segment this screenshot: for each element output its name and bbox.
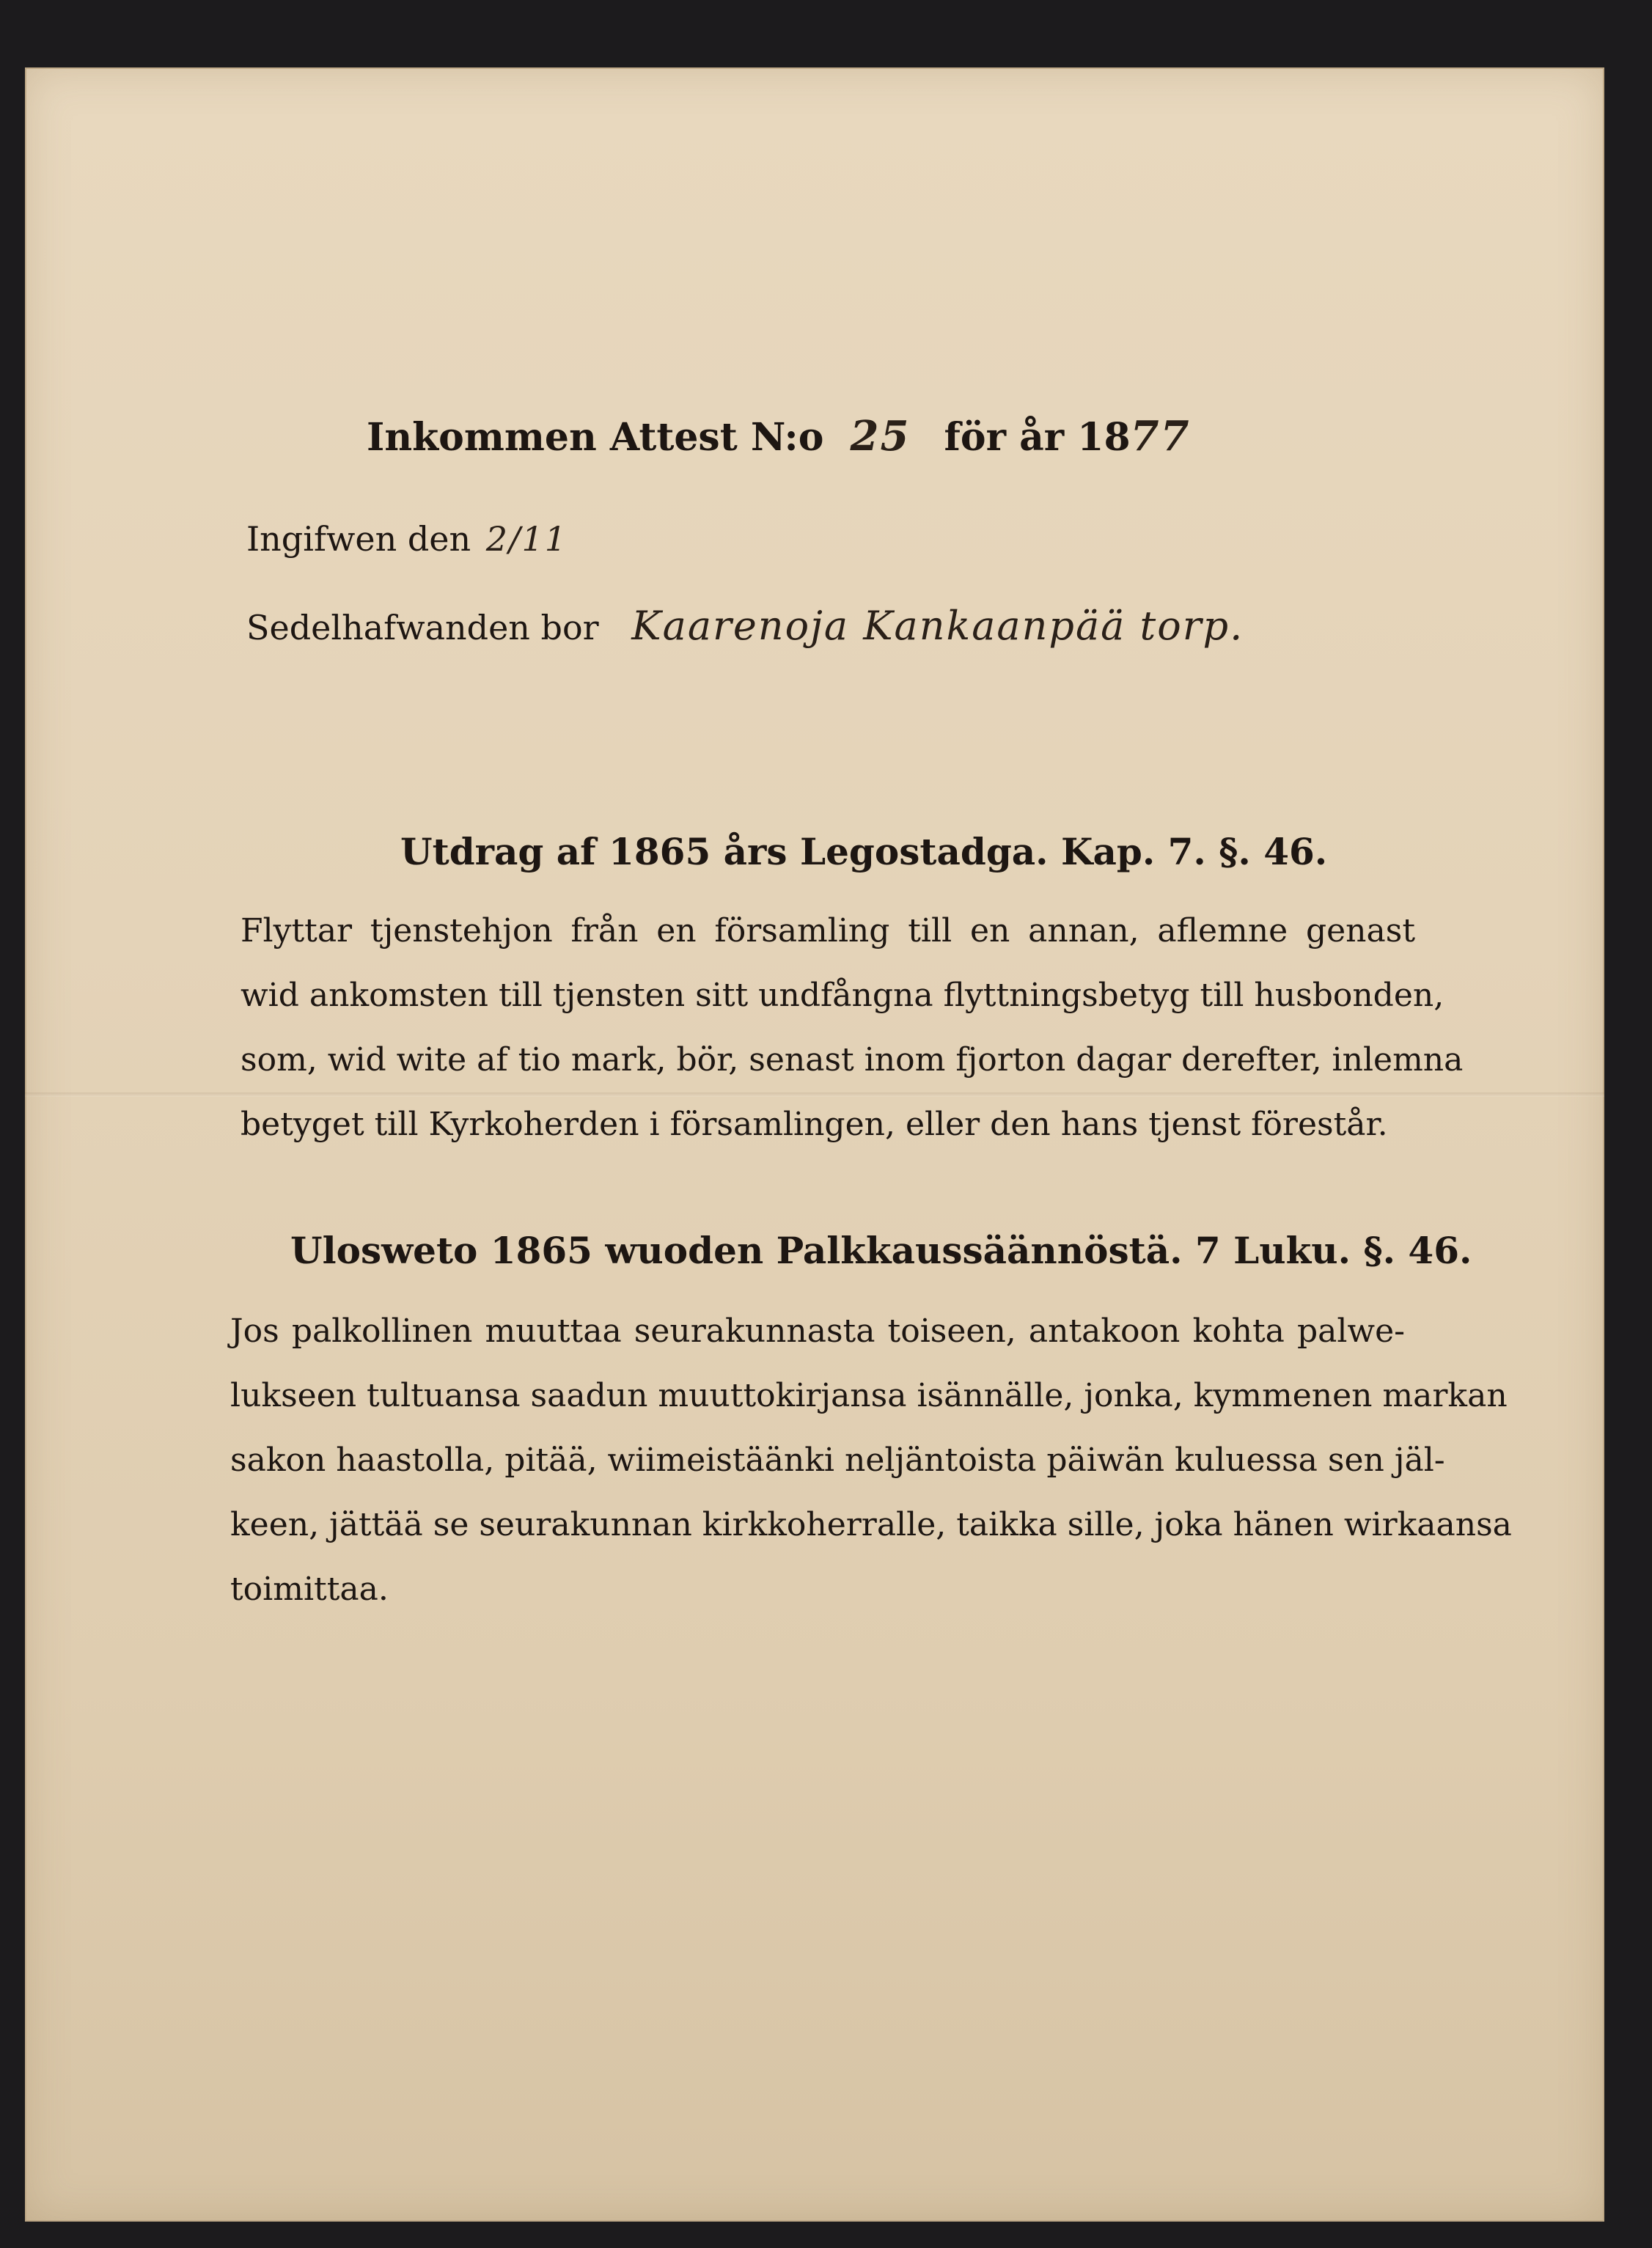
- finnish-line: sakon haastolla, pitää, wiimeistäänki neljäntoista päiwän kuluessa sen jäl-: [230, 1441, 1445, 1479]
- sedel-residence: Kaarenoja Kankaanpää torp.: [631, 603, 1244, 649]
- sedel-row: [246, 603, 1244, 649]
- swedish-line: som, wid wite af tio mark, bör, senast inom fjorton dagar derefter, inlemna: [241, 1041, 1464, 1079]
- finnish-line: keen, jättää se seurakunnan kirkkoherralle, taikka sille, joka hänen wirkaansa: [230, 1506, 1512, 1543]
- attest-number: 25: [850, 412, 911, 460]
- title-prefix: Inkommen Attest N:o: [367, 415, 824, 460]
- ingifwen-row: [246, 519, 568, 559]
- swedish-line: Flyttar tjenstehjon från en församling till en annan, aflemne genast: [241, 912, 1415, 949]
- finnish-paragraph: [230, 1299, 1512, 1622]
- ingifwen-label: Ingifwen den: [246, 519, 471, 559]
- finnish-line: toimittaa.: [230, 1571, 389, 1608]
- attest-title: [367, 412, 1191, 460]
- title-year-label: för år 18: [944, 415, 1131, 460]
- finnish-line: Jos palkollinen muuttaa seurakunnasta toiseen, antakoon kohta palwe-: [230, 1312, 1405, 1350]
- swedish-line: betyget till Kyrkoherden i församlingen, eller den hans tjenst förestår.: [241, 1106, 1388, 1143]
- attest-year: 77: [1130, 412, 1191, 460]
- ingifwen-date: 2/11: [485, 519, 568, 559]
- swedish-line: wid ankomsten till tjensten sitt undfångna flyttningsbetyg till husbonden,: [241, 977, 1444, 1014]
- document-sheet: [25, 67, 1604, 2222]
- swedish-paragraph: [241, 899, 1464, 1157]
- finnish-line: lukseen tultuansa saadun muuttokirjansa isännälle, jonka, kymmenen markan: [230, 1377, 1508, 1414]
- swedish-section-title: Utdrag af 1865 års Legostadga. Kap. 7. §. 46.: [400, 830, 1328, 873]
- sedel-label: Sedelhafwanden bor: [246, 608, 599, 647]
- finnish-section-title: Ulosweto 1865 wuoden Palkkaussäännöstä. 7 Luku. §. 46.: [290, 1229, 1472, 1272]
